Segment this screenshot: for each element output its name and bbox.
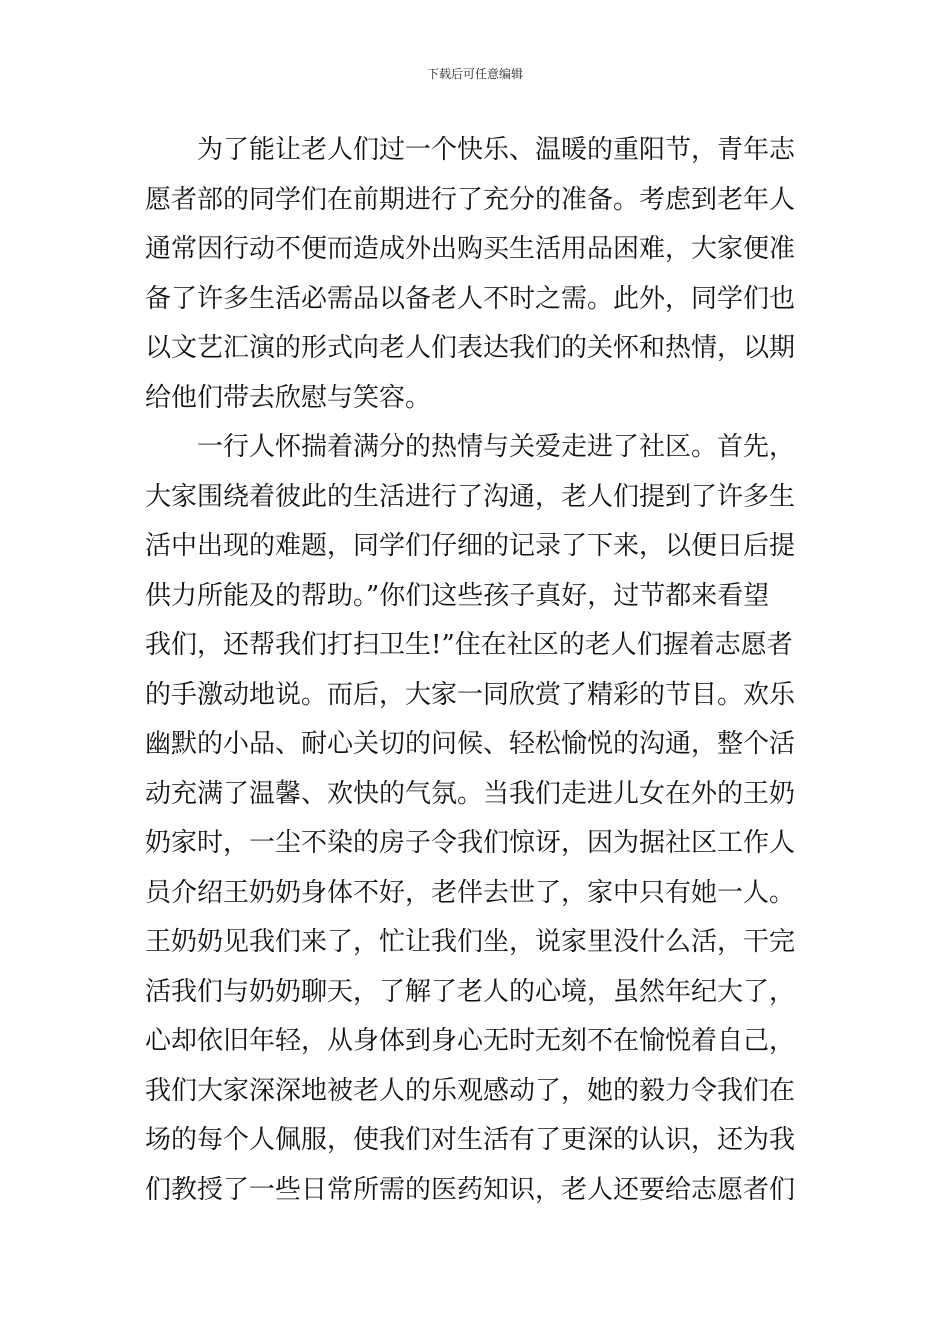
text-line: 给他们带去欣慰与笑容。	[145, 382, 432, 413]
text-line: 幽默的小品、耐心关切的问候、轻松愉悦的沟通，整个活	[145, 729, 796, 759]
text-line: 活中出现的难题，同学们仔细的记录了下来，以便日后提	[145, 531, 796, 561]
text-line: 的手激动地说。而后，大家一同欣赏了精彩的节目。欢乐	[145, 679, 796, 710]
text-line: 以文艺汇演的形式向老人们表达我们的关怀和热情，以期	[145, 333, 796, 363]
text-line: 我们，还帮我们打扫卫生!”住在社区的老人们握着志愿者	[145, 630, 793, 660]
paragraph-1	[145, 126, 807, 423]
text-line: 王奶奶见我们来了，忙让我们坐，说家里没什么活，干完	[145, 927, 796, 957]
text-line: 活我们与奶奶聊天，了解了老人的心境，虽然年纪大了，	[145, 976, 796, 1007]
text-line: 们教授了一些日常所需的医药知识，老人还要给志愿者们	[145, 1174, 796, 1205]
text-line: 一行人怀揣着满分的热情与关爱走进了社区。首先，	[197, 432, 796, 462]
text-line: 通常因行动不便而造成外出购买生活用品困难，大家便准	[145, 234, 796, 264]
text-line: 大家围绕着彼此的生活进行了沟通，老人们提到了许多生	[145, 481, 796, 512]
text-line: 场的每个人佩服，使我们对生活有了更深的认识，还为我	[145, 1125, 796, 1155]
text-line: 为了能让老人们过一个快乐、温暖的重阳节，青年志	[197, 135, 796, 165]
text-line: 我们大家深深地被老人的乐观感动了，她的毅力令我们在	[145, 1075, 796, 1106]
text-line: 奶家时，一尘不染的房子令我们惊讶，因为据社区工作人	[145, 828, 796, 858]
document-body	[145, 126, 807, 1215]
page-header: 下载后可任意编辑	[426, 67, 523, 81]
text-line: 愿者部的同学们在前期进行了充分的准备。考虑到老年人	[145, 184, 796, 215]
text-line: 备了许多生活必需品以备老人不时之需。此外，同学们也	[145, 283, 796, 314]
text-line: 员介绍王奶奶身体不好，老伴去世了，家中只有她一人。	[145, 877, 796, 908]
text-line: 心却依旧年轻，从身体到身心无时无刻不在愉悦着自己，	[145, 1026, 796, 1056]
paragraph-2	[145, 423, 807, 1215]
text-line: 供力所能及的帮助。”你们这些孩子真好，过节都来看望	[145, 580, 770, 611]
text-line: 动充满了温馨、欢快的气氛。当我们走进儿女在外的王奶	[145, 778, 796, 809]
